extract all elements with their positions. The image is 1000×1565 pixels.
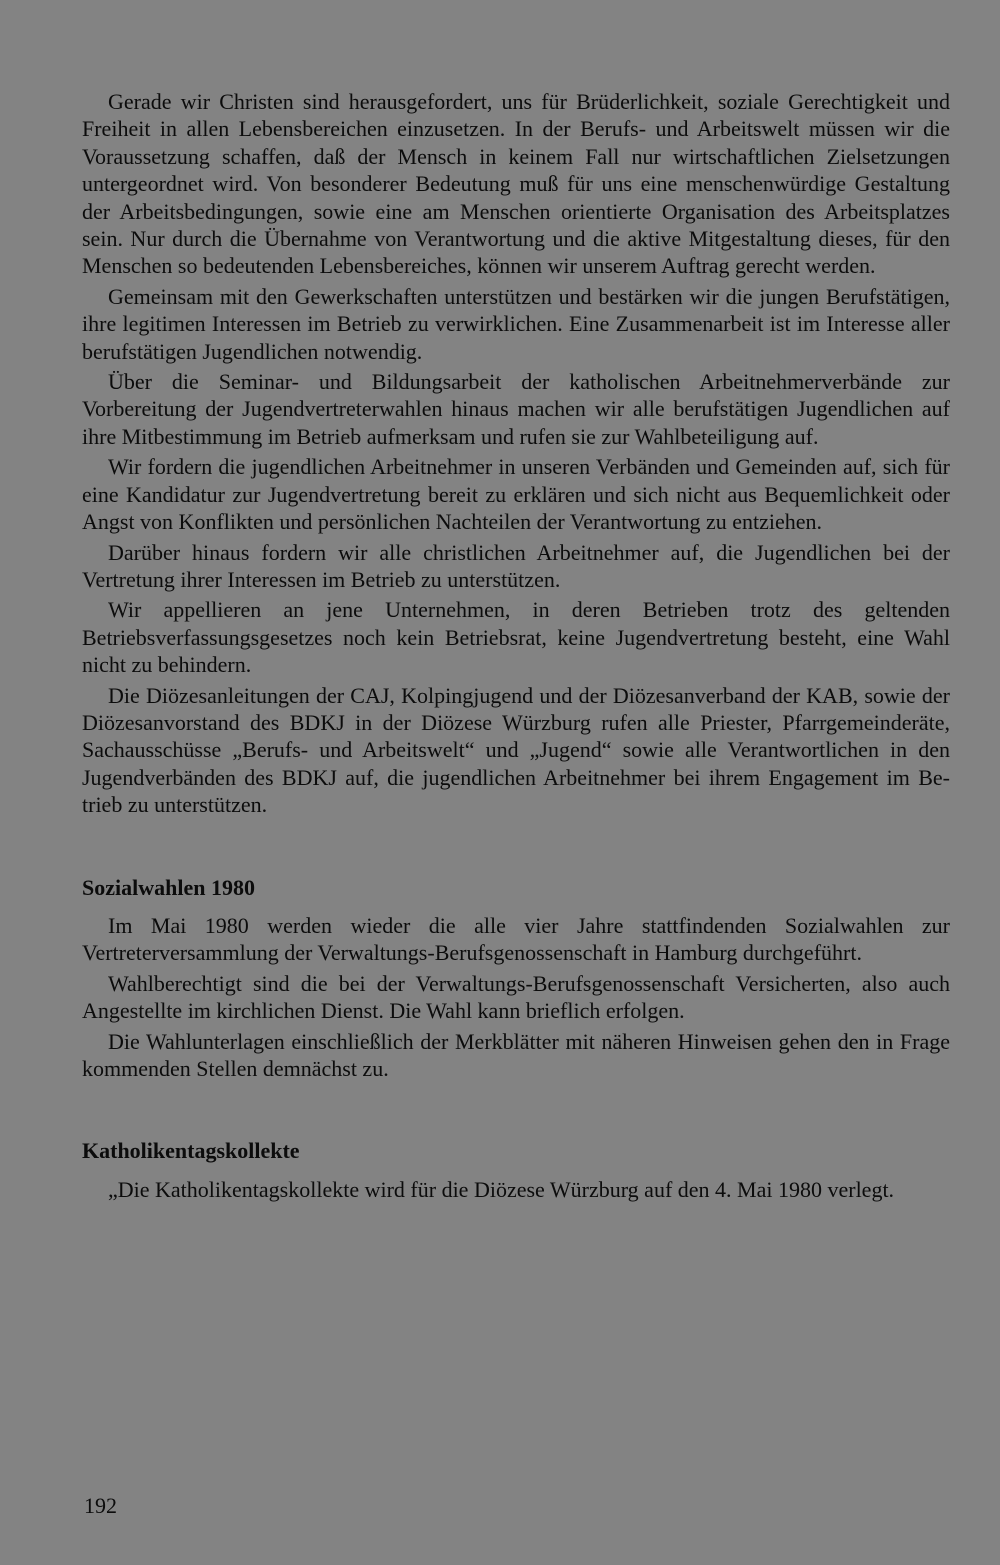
paragraph-1: Gerade wir Christen sind herausgefordert, uns für Brüderlichkeit, soziale Gerechtigkeit und Freiheit in allen Lebensbereichen einzusetzen. In der Berufs- und Arbeitswelt müssen wir die Voraussetzung schaffen, daß der Mensch in keinem Fall nur wirtschaftlichen Zielsetzungen untergeordnet wird. Von besonderer Bedeutung muß für uns eine menschenwürdige Gestaltung der Arbeitsbedingungen, sowie eine am Menschen orientierte Organisation des Arbeitsplatzes sein. Nur durch die Übernahme von Verantwortung und die aktive Mitgestaltung dieses, für den Menschen so bedeutenden Lebensbereiches, können wir unserem Auftrag gerecht werden.: [82, 89, 950, 279]
sozialwahlen-paragraph-1: Im Mai 1980 werden wieder die alle vier Jahre stattfindenden Sozialwahlen zur Vertreterversammlung der Verwaltungs-Berufsgenossenschaft in Hamburg durchgeführt.: [82, 912, 950, 966]
sozialwahlen-paragraph-3: Die Wahlunterlagen einschließlich der Merkblätter mit näheren Hinweisen gehen den in Frage kommenden Stellen demnächst zu.: [82, 1028, 950, 1081]
sozialwahlen-paragraph-2: Wahlberechtigt sind die bei der Verwaltungs-Berufsgenossenschaft Versicherten, also auch Angestellte im kirchlichen Dienst. Die Wahl kann brieflich erfolgen.: [82, 970, 950, 1024]
paragraph-5: Darüber hinaus fordern wir alle christlichen Arbeitnehmer auf, die Jugendlichen bei der Vertretung ihrer Interessen im Betrieb zu unterstützen.: [82, 539, 950, 592]
document-page: [82, 88, 950, 1206]
section-heading-kollekte: Katholikentagskollekte: [82, 1138, 300, 1164]
kollekte-paragraph-1: „Die Katholikentagskollekte wird für die Diözese Würzburg auf den 4. Mai 1980 verlegt.: [108, 1176, 895, 1202]
page-number: 192: [84, 1493, 117, 1518]
paragraph-7: Die Diözesanleitungen der CAJ, Kolpingjugend und der Diözesanverband der KAB, sowie der Diözesanvorstand des BDKJ in der Diözese Würzburg rufen alle Priester, Pfarrgemeinderäte, Sachausschüsse „Berufs- und Arbeitswelt“ und „Jugend“ sowie alle Verantwortlichen in den Jugendverbänden des BDKJ auf, die jugendlichen Arbeitnehmer bei ihrem Engagement im Betrieb zu unterstützen.: [82, 682, 950, 818]
paragraph-4: Wir fordern die jugendlichen Arbeitnehmer in unseren Verbänden und Gemeinden auf, sich für eine Kandidatur zur Jugendvertretung bereit zu erklären und sich nicht aus Bequemlichkeit oder Angst von Konflikten und persönlichen Nachteilen der Verantwortung zu entziehen.: [82, 454, 950, 535]
section-heading-sozialwahlen: Sozialwahlen 1980: [82, 874, 255, 900]
paragraph-6: Wir appellieren an jene Unternehmen, in deren Betrieben trotz des geltenden Betriebsverfassungsgesetzes noch kein Betriebsrat, keine Jugendvertretung besteht, eine Wahl nicht zu behindern.: [82, 597, 950, 678]
paragraph-2: Gemeinsam mit den Gewerkschaften unterstützen und bestärken wir die jungen Berufstätigen, ihre legitimen Interessen im Betrieb zu verwirklichen. Eine Zusammenarbeit ist im Interesse aller berufstätigen Jugendlichen notwendig.: [82, 283, 950, 364]
paragraph-3: Über die Seminar- und Bildungsarbeit der katholischen Arbeitnehmerverbände zur Vorbereitung der Jugendvertreterwahlen hinaus machen wir alle berufstätigen Jugendlichen auf ihre Mitbestimmung im Betrieb aufmerksam und rufen sie zur Wahlbeteiligung auf.: [82, 369, 950, 449]
